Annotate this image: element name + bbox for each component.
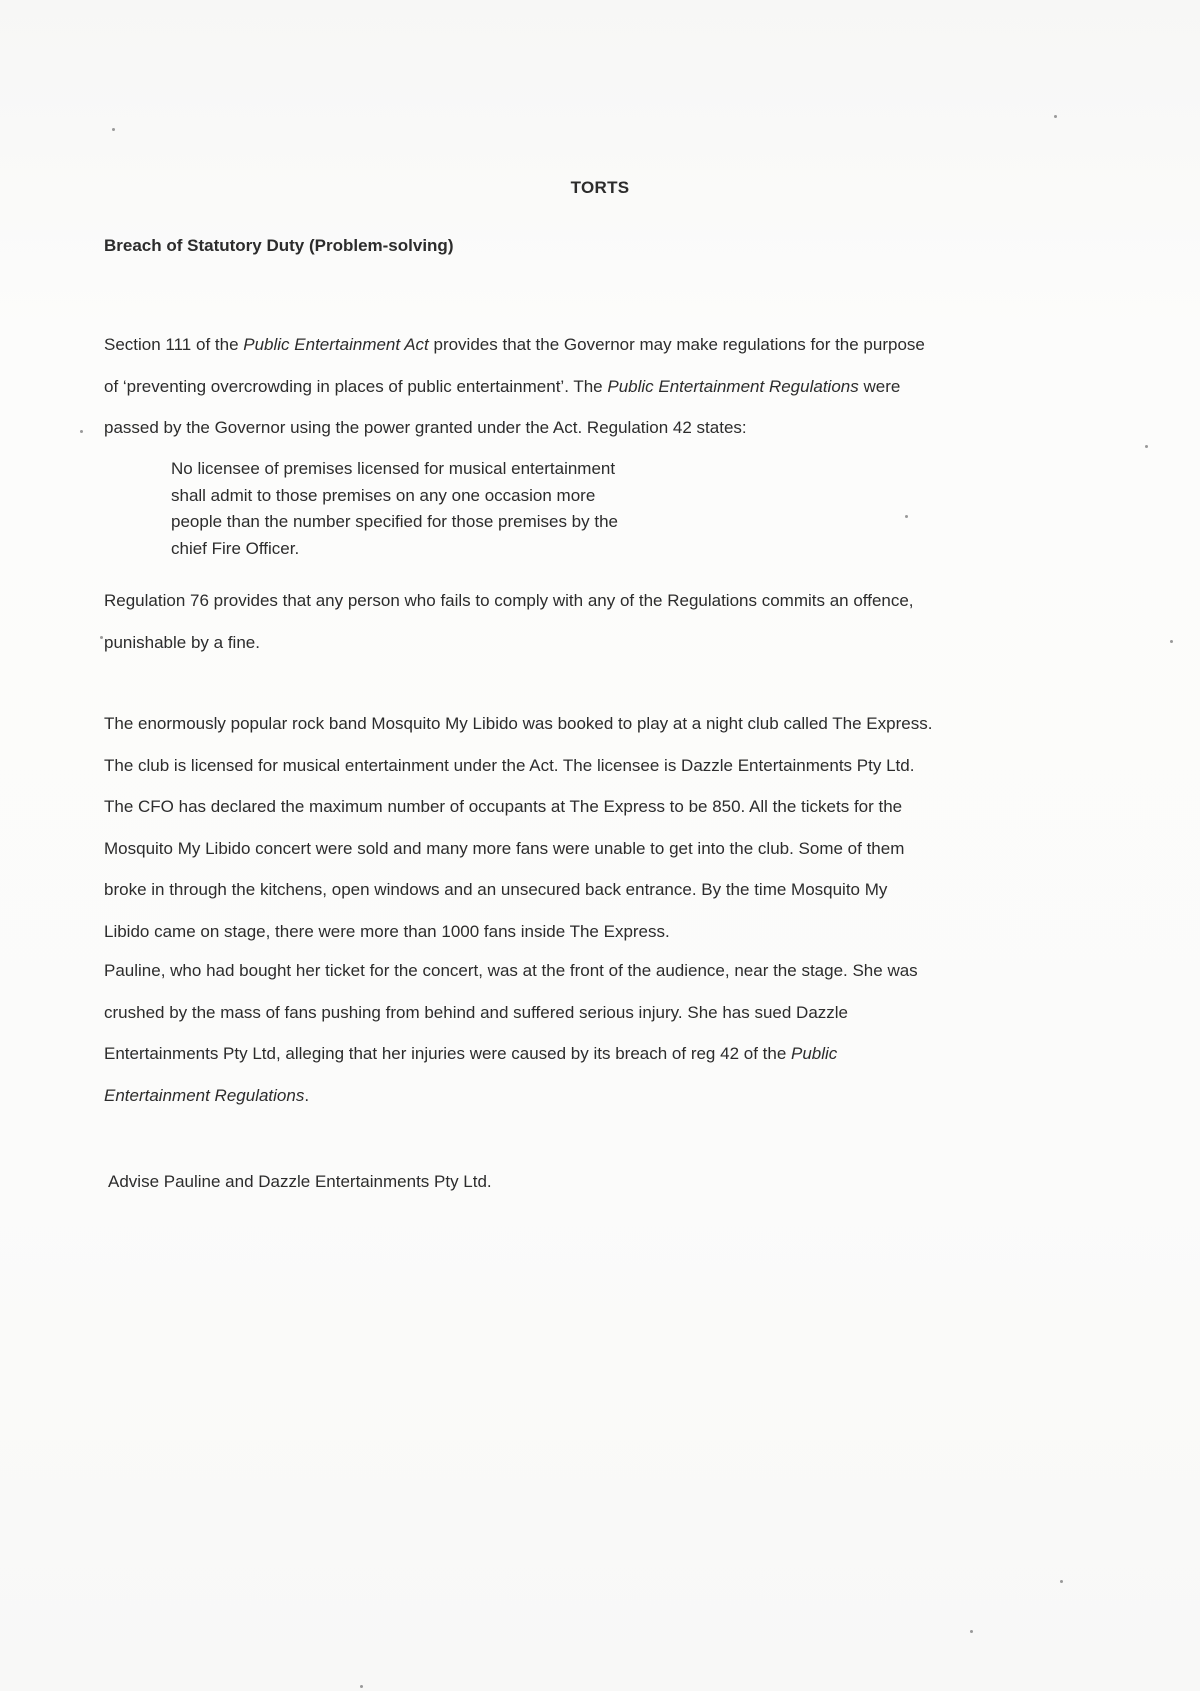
scan-speck xyxy=(905,515,908,518)
scan-speck xyxy=(1060,1580,1063,1583)
text-run: of ‘preventing overcrowding in places of public entertainment’. The xyxy=(104,376,608,396)
paragraph-line xyxy=(104,324,1114,366)
scan-speck xyxy=(100,636,103,639)
paragraph-line: Pauline, who had bought her ticket for the concert, was at the front of the audience, near the stage. She was xyxy=(104,961,918,980)
scan-speck xyxy=(360,1685,363,1688)
paragraph-line: broke in through the kitchens, open windows and an unsecured back entrance. By the time Mosquito My xyxy=(104,880,888,899)
paragraph-line: The enormously popular rock band Mosquito My Libido was booked to play at a night club called The Express. xyxy=(104,714,933,733)
section-heading: Breach of Statutory Duty (Problem-solving) xyxy=(104,236,454,255)
regulations-title: Public Entertainment Regulations xyxy=(607,376,859,396)
paragraph-line xyxy=(104,1075,1114,1117)
scan-speck xyxy=(1145,445,1148,448)
paragraph-line: punishable by a fine. xyxy=(104,632,260,652)
paragraph-line: crushed by the mass of fans pushing from behind and suffered serious injury. She has sued Dazzle xyxy=(104,1002,849,1022)
quote-line: No licensee of premises licensed for musical entertainment xyxy=(171,459,616,478)
paragraph-line: The club is licensed for musical entertainment under the Act. The licensee is Dazzle Entertainments Pty Ltd. xyxy=(104,755,915,775)
text-run: provides that the Governor may make regulations for the purpose xyxy=(428,335,925,354)
text-run: . xyxy=(304,1085,310,1105)
paragraph-line: The CFO has declared the maximum number of occupants at The Express to be 850. All the tickets for the xyxy=(104,797,903,816)
scan-speck xyxy=(112,128,115,131)
scan-speck xyxy=(80,430,83,433)
paragraph-line: Regulation 76 provides that any person who fails to comply with any of the Regulations commits an offence, xyxy=(104,591,914,610)
paragraph-line: passed by the Governor using the power granted under the Act. Regulation 42 states: xyxy=(104,418,747,437)
scan-speck xyxy=(1170,640,1173,643)
quote-line: people than the number specified for those premises by the xyxy=(171,512,618,531)
regulations-title: Entertainment Regulations xyxy=(104,1085,305,1105)
document-title: TORTS xyxy=(570,178,630,197)
quote-line: chief Fire Officer. xyxy=(171,538,300,558)
act-title: Public Entertainment Act xyxy=(243,335,429,354)
regulation-42-quote xyxy=(171,456,751,562)
paragraph-line: Libido came on stage, there were more than 1000 fans inside The Express. xyxy=(104,921,670,941)
paragraph-regulation-76 xyxy=(104,580,1114,663)
regulations-title: Public xyxy=(791,1044,838,1063)
scan-speck xyxy=(970,1630,973,1633)
paragraph-line: Mosquito My Libido concert were sold and many more fans were unable to get into the club. Some of them xyxy=(104,838,905,858)
paragraph-line xyxy=(104,366,1114,408)
scan-speck xyxy=(1054,115,1057,118)
text-run: Section 111 of the xyxy=(104,335,244,354)
quote-line: shall admit to those premises on any one occasion more xyxy=(171,485,596,505)
paragraph-section-111 xyxy=(104,324,1114,449)
paragraph-instruction: Advise Pauline and Dazzle Entertainments Pty Ltd. xyxy=(108,1172,492,1191)
text-run: were xyxy=(858,376,901,396)
paragraph-pauline xyxy=(104,950,1114,1116)
paragraph-line xyxy=(104,1033,1114,1075)
paragraph-facts xyxy=(104,703,1114,952)
text-run: Entertainments Pty Ltd, alleging that her injuries were caused by its breach of reg 42 of the xyxy=(104,1044,791,1063)
